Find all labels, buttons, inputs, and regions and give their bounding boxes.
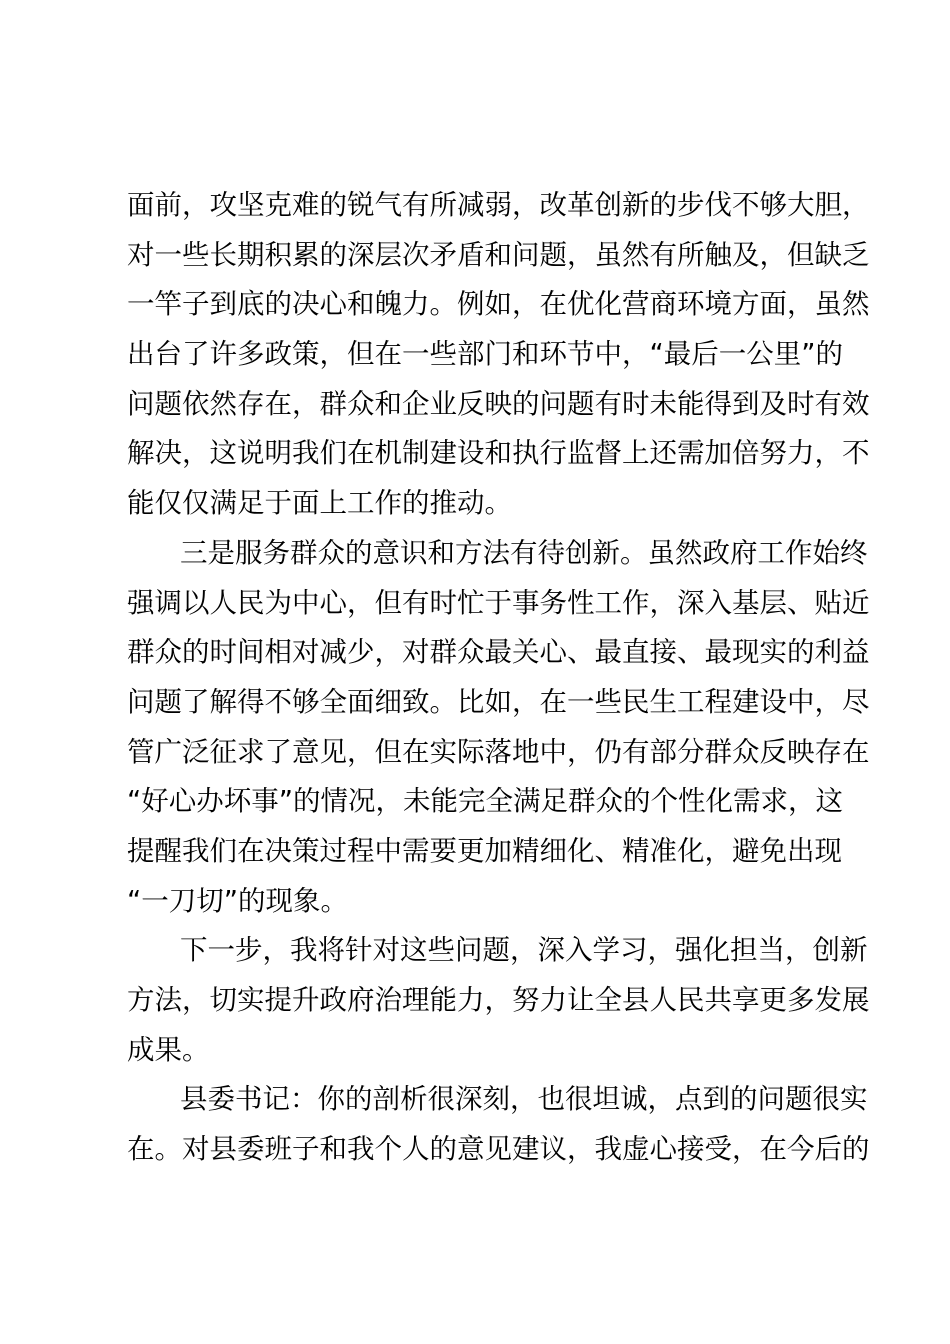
text-line: 方法，切实提升政府治理能力，努力让全县人民共享更多发展 [127, 984, 870, 1016]
text-line: 面前，攻坚克难的锐气有所减弱，改革创新的步伐不够大胆， [127, 189, 870, 221]
text-line: 问题依然存在，群众和企业反映的问题有时未能得到及时有效 [127, 387, 870, 420]
text-line: 对一些长期积累的深层次矛盾和问题，虽然有所触及，但缺乏 [127, 238, 870, 271]
text-line: 强调以人民为中心，但有时忙于事务性工作，深入基层、贴近 [127, 586, 870, 619]
text-line: 解决，这说明我们在机制建设和执行监督上还需加倍努力，不 [127, 437, 870, 470]
text-line: “好心办坏事”的情况，未能完全满足群众的个性化需求，这 [127, 785, 843, 818]
text-line: 能仅仅满足于面上工作的推动。 [127, 487, 512, 520]
text-line: 提醒我们在决策过程中需要更加精细化、精准化，避免出现 [127, 834, 842, 867]
paragraph-secretary-response [127, 1078, 870, 1177]
text-line: 县委书记：你的剖析很深刻，也很坦诚，点到的问题很实 [180, 1083, 868, 1116]
text-line: 一竿子到底的决心和魄力。例如，在优化营商环境方面，虽然 [127, 288, 870, 321]
text-line: “一刀切”的现象。 [127, 884, 348, 917]
text-line: 在。对县委班子和我个人的意见建议，我虚心接受，在今后的 [127, 1133, 870, 1166]
text-line: 下一步，我将针对这些问题，深入学习，强化担当，创新 [180, 934, 868, 967]
paragraph-point-three [127, 532, 870, 930]
text-line: 问题了解得不够全面细致。比如，在一些民生工程建设中，尽 [127, 685, 870, 718]
text-line: 管广泛征求了意见，但在实际落地中，仍有部分群众反映存在 [127, 735, 870, 768]
text-line: 成果。 [127, 1033, 210, 1066]
document-page [127, 184, 870, 1178]
text-line: 出台了许多政策，但在一些部门和环节中，“最后一公里”的 [127, 338, 843, 371]
text-line: 群众的时间相对减少，对群众最关心、最直接、最现实的利益 [127, 636, 870, 669]
paragraph-continuation [127, 184, 870, 532]
paragraph-next-step [127, 929, 870, 1078]
text-line: 三是服务群众的意识和方法有待创新。虽然政府工作始终 [180, 536, 868, 569]
